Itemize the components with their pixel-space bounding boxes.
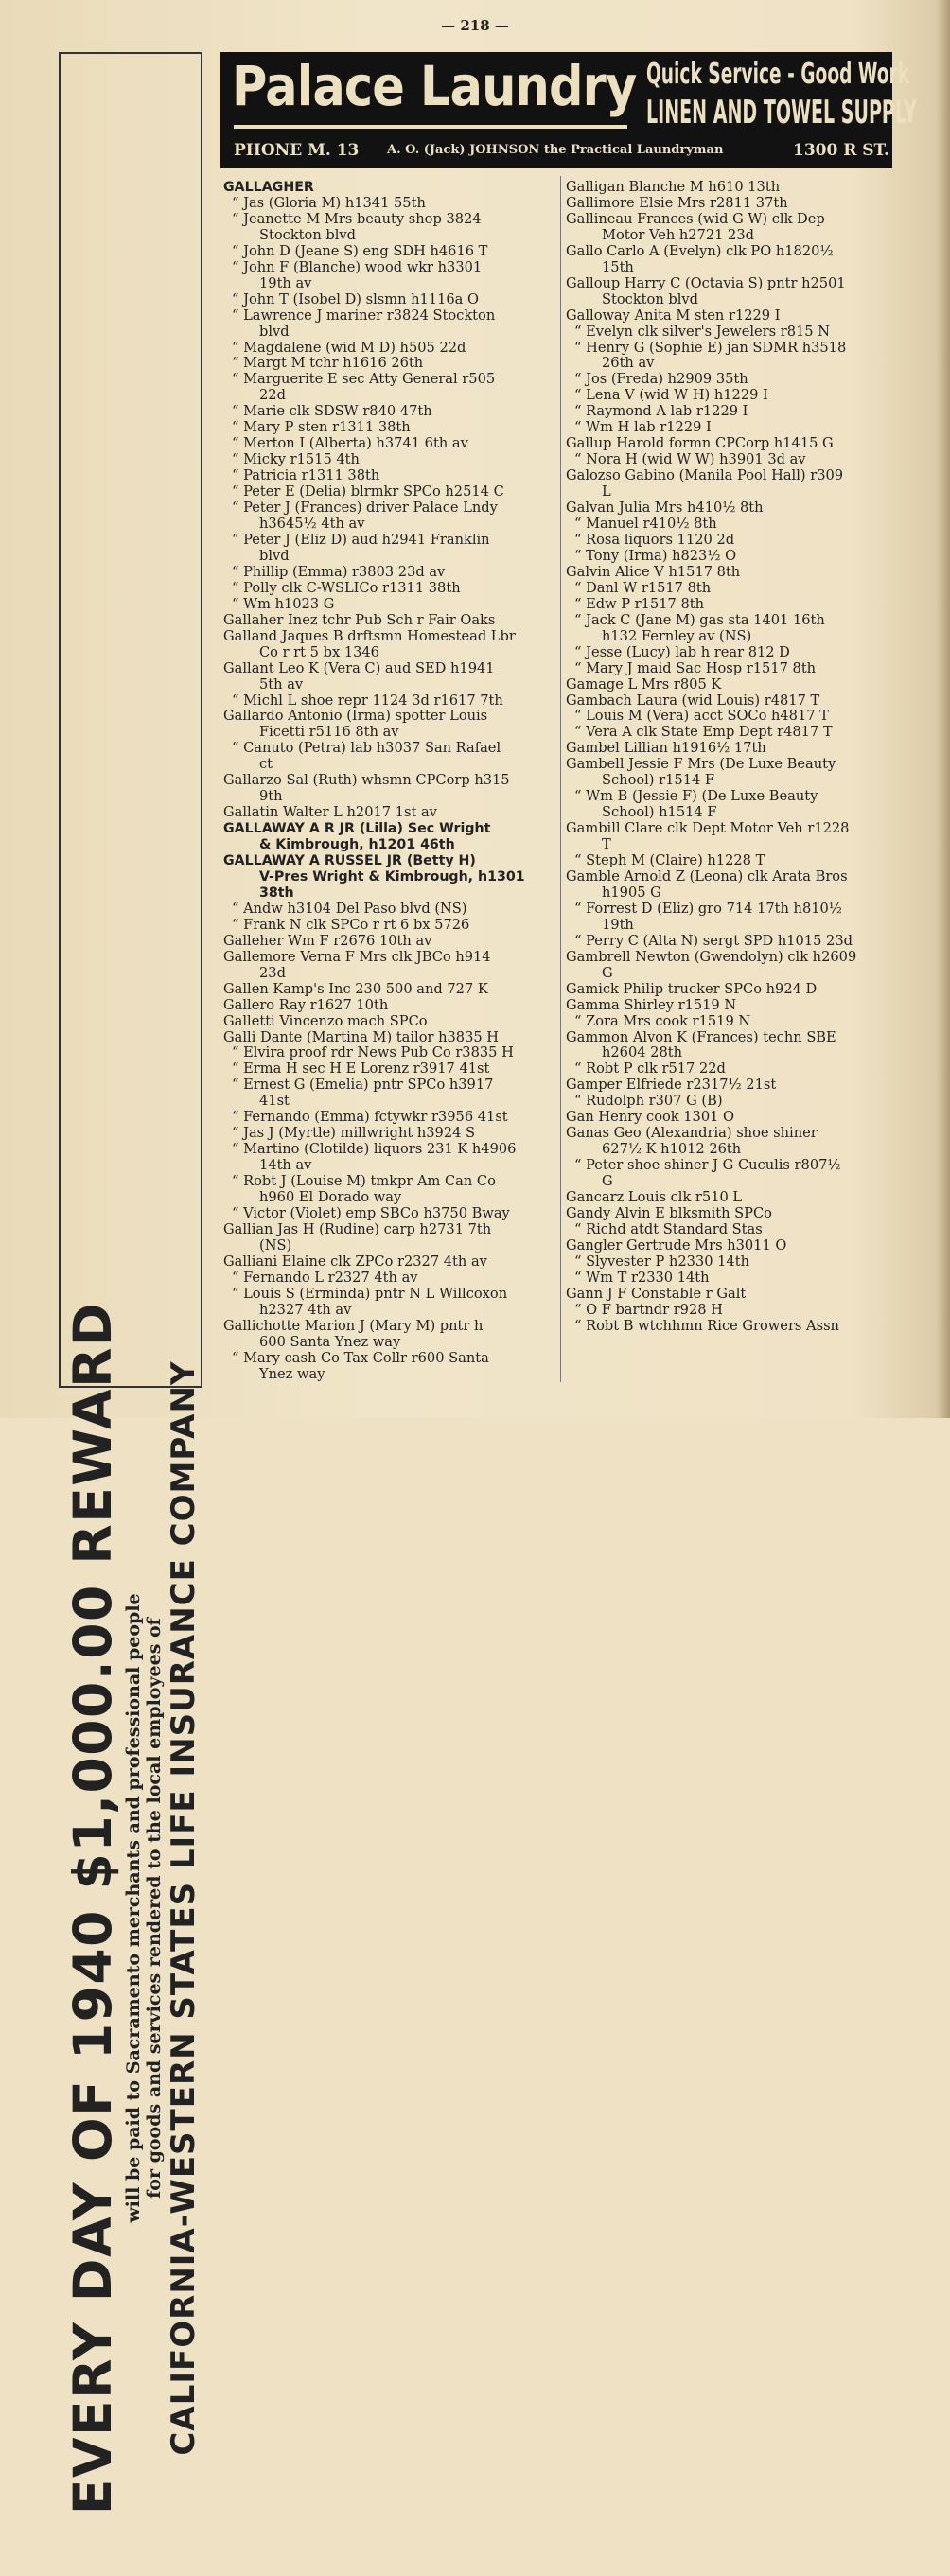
directory-entry: “ Robt P clk r517 22d bbox=[574, 1060, 726, 1078]
directory-entry: “ Rosa liquors 1120 2d bbox=[574, 531, 735, 548]
directory-entry: “ Danl W r1517 8th bbox=[574, 579, 712, 596]
directory-entry: Galleher Wm F r2676 10th av bbox=[223, 932, 432, 949]
directory-entry: Gambell Jessie F Mrs (De Luxe Beauty bbox=[566, 756, 836, 773]
directory-entry: “ Canuto (Petra) lab h3037 San Rafael bbox=[232, 740, 501, 757]
directory-entry: “ Jas (Gloria M) h1341 55th bbox=[232, 194, 426, 211]
directory-entry: “ Ernest G (Emelia) pntr SPCo h3917 bbox=[232, 1077, 494, 1094]
directory-entry: Ynez way bbox=[259, 1365, 325, 1382]
directory-entry: “ Louis S (Erminda) pntr N L Willcoxon bbox=[232, 1285, 508, 1302]
directory-entry: “ Raymond A lab r1229 I bbox=[574, 403, 748, 420]
directory-entry: “ Wm H lab r1229 I bbox=[574, 419, 712, 436]
directory-entry: blvd bbox=[259, 547, 290, 564]
directory-entry: “ Marie clk SDSW r840 47th bbox=[232, 403, 432, 420]
directory-entry: Motor Veh h2721 23d bbox=[602, 226, 754, 243]
directory-entry: Gamick Philip trucker SPCo h924 D bbox=[566, 980, 818, 997]
banner-address: 1300 R ST. bbox=[793, 141, 889, 160]
directory-entry: “ Jos (Freda) h2909 35th bbox=[574, 371, 748, 388]
directory-entry: Gambach Laura (wid Louis) r4817 T bbox=[566, 692, 820, 709]
directory-entry: Gallardo Antonio (Irma) spotter Louis bbox=[223, 708, 488, 725]
directory-entry: G bbox=[602, 1173, 613, 1190]
directory-entry: Gamma Shirley r1519 N bbox=[566, 996, 737, 1013]
directory-entry: Gandy Alvin E blksmith SPCo bbox=[566, 1205, 772, 1221]
directory-entry: 19th bbox=[602, 916, 634, 933]
directory-entry: “ Fernando (Emma) fctywkr r3956 41st bbox=[232, 1109, 508, 1126]
directory-entry: “ Michl L shoe repr 1124 3d r1617 7th bbox=[232, 692, 503, 709]
directory-entry: Galligan Blanche M h610 13th bbox=[566, 179, 781, 195]
directory-entry: “ John F (Blanche) wood wkr h3301 bbox=[232, 258, 483, 275]
directory-entry: Gangler Gertrude Mrs h3011 O bbox=[566, 1236, 787, 1253]
directory-entry: Galloway Anita M sten r1229 I bbox=[566, 307, 781, 324]
directory-entry: Stockton blvd bbox=[259, 226, 356, 243]
directory-entry: “ Peter J (Eliz D) aud h2941 Franklin bbox=[232, 531, 490, 548]
directory-entry: “ John T (Isobel D) slsmn h1116a O bbox=[232, 290, 479, 307]
directory-entry: “ O F bartndr r928 H bbox=[574, 1301, 723, 1318]
directory-entry: T bbox=[602, 836, 611, 853]
reward-line-2: will be paid to Sacramento merchants and professional people bbox=[123, 1593, 144, 2223]
directory-entry: ct bbox=[259, 756, 273, 773]
directory-entry: Galozso Gabino (Manila Pool Hall) r309 bbox=[566, 467, 844, 484]
directory-entry: h132 Fernley av (NS) bbox=[602, 627, 752, 644]
directory-entry: “ Erma H sec H E Lorenz r3917 41st bbox=[232, 1060, 490, 1078]
directory-entry: L bbox=[602, 483, 611, 500]
directory-entry: School) h1514 F bbox=[602, 804, 717, 821]
directory-entry: “ Rudolph r307 G (B) bbox=[574, 1093, 723, 1110]
directory-entry: Galliani Elaine clk ZPCo r2327 4th av bbox=[223, 1253, 487, 1270]
directory-entry: Gann J F Constable r Galt bbox=[566, 1285, 747, 1302]
directory-entry: “ Martino (Clotilde) liquors 231 K h4906 bbox=[232, 1141, 517, 1158]
page-number: — 218 — bbox=[441, 17, 509, 34]
directory-entry: h2327 4th av bbox=[259, 1301, 352, 1318]
directory-entry: Galland Jaques B drftsmn Homestead Lbr bbox=[223, 627, 516, 644]
directory-entry: h2604 28th bbox=[602, 1044, 683, 1061]
directory-entry: “ Steph M (Claire) h1228 T bbox=[574, 852, 765, 869]
banner-brand: Palace Laundry bbox=[232, 54, 637, 118]
directory-entry: 15th bbox=[602, 258, 634, 275]
directory-entry: “ Wm h1023 G bbox=[232, 595, 335, 612]
directory-entry: Gallup Harold formn CPCorp h1415 G bbox=[566, 435, 834, 452]
palace-laundry-banner bbox=[220, 52, 917, 168]
directory-entry: Galloup Harry C (Octavia S) pntr h2501 bbox=[566, 274, 846, 291]
directory-entry: Gamper Elfriede r2317½ 21st bbox=[566, 1077, 777, 1094]
banner-owner: A. O. (Jack) JOHNSON the Practical Laundryman bbox=[387, 143, 724, 157]
directory-entry: “ Jas J (Myrtle) millwright h3924 S bbox=[232, 1125, 476, 1142]
directory-entry: Gamage L Mrs r805 K bbox=[566, 675, 722, 692]
directory-entry: 5th av bbox=[259, 675, 304, 692]
directory-entry: Gamble Arnold Z (Leona) clk Arata Bros bbox=[566, 867, 848, 885]
directory-entry: Gancarz Louis clk r510 L bbox=[566, 1189, 743, 1206]
brand-underline bbox=[234, 125, 627, 129]
directory-entry: Ficetti r5116 8th av bbox=[259, 724, 399, 741]
directory-entry: Gambrell Newton (Gwendolyn) clk h2609 bbox=[566, 948, 857, 965]
directory-entry: “ Mary P sten r1311 38th bbox=[232, 419, 411, 436]
directory-entry: “ Marguerite E sec Atty General r505 bbox=[232, 371, 496, 388]
reward-advertisement-text bbox=[61, 1240, 204, 2576]
insurance-company-name: CALIFORNIA-WESTERN STATES LIFE INSURANCE COMPANY bbox=[165, 1360, 202, 2456]
directory-entry: “ Mary cash Co Tax Collr r600 Santa bbox=[232, 1349, 489, 1366]
directory-entry: “ Nora H (wid W W) h3901 3d av bbox=[574, 451, 806, 468]
directory-entry: Gallimore Elsie Mrs r2811 37th bbox=[566, 194, 788, 211]
directory-entry: “ Margt M tchr h1616 26th bbox=[232, 355, 424, 372]
directory-entry: V-Pres Wright & Kimbrough, h1301 bbox=[259, 868, 525, 885]
directory-entry: h3645½ 4th av bbox=[259, 516, 365, 533]
directory-entry: “ Vera A clk State Emp Dept r4817 T bbox=[574, 724, 833, 741]
directory-entry: “ Henry G (Sophie E) jan SDMR h3518 bbox=[574, 339, 847, 356]
directory-entry: “ Peter shoe shiner J G Cuculis r807½ bbox=[574, 1157, 841, 1174]
directory-entry: “ Lena V (wid W H) h1229 I bbox=[574, 387, 768, 404]
directory-entry: 14th av bbox=[259, 1157, 312, 1174]
directory-entry: “ Edw P r1517 8th bbox=[574, 595, 704, 612]
directory-entry: 627½ K h1012 26th bbox=[602, 1141, 742, 1158]
directory-entry: “ Victor (Violet) emp SBCo h3750 Bway bbox=[232, 1205, 510, 1221]
directory-entry: “ Polly clk C-WSLICo r1311 38th bbox=[232, 579, 461, 596]
banner-tagline-2: LINEN AND TOWEL SUPPLY bbox=[646, 94, 917, 131]
directory-entry: 22d bbox=[259, 387, 286, 404]
directory-entry: Galli Dante (Martina M) tailor h3835 H bbox=[223, 1028, 500, 1045]
directory-entry: “ Robt B wtchhmn Rice Growers Assn bbox=[574, 1317, 839, 1334]
directory-entry: “ Frank N clk SPCo r rt 6 bx 5726 bbox=[232, 916, 470, 933]
directory-entry: G bbox=[602, 964, 613, 981]
directory-entry: Gallo Carlo A (Evelyn) clk PO h1820½ bbox=[566, 242, 834, 259]
directory-entry: Galvin Alice V h1517 8th bbox=[566, 563, 741, 580]
directory-entry: GALLAWAY A R JR (Lilla) Sec Wright bbox=[223, 821, 491, 837]
directory-entry: “ Mary J maid Sac Hosp r1517 8th bbox=[574, 659, 817, 676]
directory-entry: “ Peter J (Frances) driver Palace Lndy bbox=[232, 499, 498, 517]
directory-entry: h1905 G bbox=[602, 884, 661, 901]
directory-entry: Co r rt 5 bx 1346 bbox=[259, 643, 379, 660]
directory-entry: “ Louis M (Vera) acct SOCo h4817 T bbox=[574, 708, 829, 725]
directory-entry: blvd bbox=[259, 323, 290, 340]
directory-entry: School) r1514 F bbox=[602, 772, 715, 789]
directory-entry: Gallen Kamp's Inc 230 500 and 727 K bbox=[223, 980, 488, 997]
directory-entry: “ Evelyn clk silver's Jewelers r815 N bbox=[574, 323, 830, 340]
column-divider bbox=[560, 176, 561, 1382]
directory-entry: Galvan Julia Mrs h410½ 8th bbox=[566, 499, 764, 517]
directory-entry: Gallichotte Marion J (Mary M) pntr h bbox=[223, 1317, 484, 1334]
directory-entry: 38th bbox=[259, 885, 294, 901]
directory-entry: “ John D (Jeane S) eng SDH h4616 T bbox=[232, 242, 488, 259]
directory-entry: “ Slyvester P h2330 14th bbox=[574, 1253, 749, 1270]
directory-entry: “ Manuel r410½ 8th bbox=[574, 516, 717, 533]
directory-entry: 26th av bbox=[602, 355, 655, 372]
reward-line-3: for goods and services rendered to the local employees of bbox=[144, 1618, 165, 2199]
directory-entry: “ Jeanette M Mrs beauty shop 3824 bbox=[232, 210, 482, 227]
directory-entry: Gallatin Walter L h2017 1st av bbox=[223, 804, 437, 821]
directory-entry: “ Magdalene (wid M D) h505 22d bbox=[232, 339, 466, 356]
directory-entry: Gallian Jas H (Rudine) carp h2731 7th bbox=[223, 1220, 492, 1237]
page-edge-shadow bbox=[937, 0, 950, 1418]
directory-entry: Gallant Leo K (Vera C) aud SED h1941 bbox=[223, 659, 495, 676]
directory-entry: Gallero Ray r1627 10th bbox=[223, 996, 389, 1013]
directory-entry: “ Forrest D (Eliz) gro 714 17th h810½ bbox=[574, 900, 842, 917]
directory-entry: “ Tony (Irma) h823½ O bbox=[574, 547, 737, 564]
directory-entry: Gallarzo Sal (Ruth) whsmn CPCorp h315 bbox=[223, 772, 510, 789]
directory-entry: “ Jesse (Lucy) lab h rear 812 D bbox=[574, 643, 790, 660]
directory-entry: Ganas Geo (Alexandria) shoe shiner bbox=[566, 1125, 818, 1142]
directory-entry: “ Wm B (Jessie F) (De Luxe Beauty bbox=[574, 788, 818, 805]
directory-entry: “ Wm T r2330 14th bbox=[574, 1269, 710, 1286]
directory-entry: Gammon Alvon K (Frances) techn SBE bbox=[566, 1028, 836, 1045]
directory-entry: GALLAGHER bbox=[223, 180, 314, 195]
directory-entry: “ Elvira proof rdr News Pub Co r3835 H bbox=[232, 1044, 514, 1061]
reward-advertisement bbox=[59, 52, 202, 2515]
directory-entry: 19th av bbox=[259, 274, 312, 291]
directory-entry: Galletti Vincenzo mach SPCo bbox=[223, 1012, 428, 1029]
directory-entry: “ Jack C (Jane M) gas sta 1401 16th bbox=[574, 611, 825, 628]
directory-entry: “ Peter E (Delia) blrmkr SPCo h2514 C bbox=[232, 483, 504, 500]
directory-entry: (NS) bbox=[259, 1236, 292, 1253]
directory-entry: “ Richd atdt Standard Stas bbox=[574, 1220, 763, 1237]
directory-entry: 23d bbox=[259, 964, 286, 981]
directory-entry: “ Lawrence J mariner r3824 Stockton bbox=[232, 307, 496, 324]
directory-entry: & Kimbrough, h1201 46th bbox=[259, 837, 455, 853]
directory-entry: Gallaher Inez tchr Pub Sch r Fair Oaks bbox=[223, 611, 496, 628]
directory-entry: 600 Santa Ynez way bbox=[259, 1333, 401, 1350]
directory-entry: “ Zora Mrs cook r1519 N bbox=[574, 1012, 751, 1029]
directory-entry: Gallemore Verna F Mrs clk JBCo h914 bbox=[223, 948, 491, 965]
directory-entry: Stockton blvd bbox=[602, 290, 698, 307]
directory-entry: Gambel Lillian h1916½ 17th bbox=[566, 740, 766, 757]
directory-entry: Gallineau Frances (wid G W) clk Dep bbox=[566, 210, 825, 227]
directory-entry: “ Perry C (Alta N) sergt SPD h1015 23d bbox=[574, 932, 853, 949]
directory-entry: “ Robt J (Louise M) tmkpr Am Can Co bbox=[232, 1173, 496, 1190]
directory-entry: “ Andw h3104 Del Paso blvd (NS) bbox=[232, 900, 467, 917]
directory-entry: 9th bbox=[259, 788, 283, 805]
directory-entry: GALLAWAY A RUSSEL JR (Betty H) bbox=[223, 853, 476, 869]
banner-phone: PHONE M. 13 bbox=[234, 141, 360, 160]
directory-entry: Gambill Clare clk Dept Motor Veh r1228 bbox=[566, 820, 850, 837]
reward-headline: EVERY DAY OF 1940 $1,000.00 REWARD bbox=[62, 1301, 123, 2515]
banner-tagline-1: Quick Service - Good Work bbox=[646, 58, 910, 91]
directory-column-left bbox=[223, 180, 556, 1382]
directory-entry: Gan Henry cook 1301 O bbox=[566, 1109, 734, 1126]
directory-entry: “ Phillip (Emma) r3803 23d av bbox=[232, 563, 446, 580]
directory-column-right bbox=[566, 180, 906, 1335]
directory-entry: h960 El Dorado way bbox=[259, 1189, 402, 1206]
directory-entry: 41st bbox=[259, 1093, 290, 1110]
directory-entry: “ Merton I (Alberta) h3741 6th av bbox=[232, 435, 468, 452]
directory-entry: “ Patricia r1311 38th bbox=[232, 467, 380, 484]
directory-entry: “ Micky r1515 4th bbox=[232, 451, 360, 468]
directory-entry: “ Fernando L r2327 4th av bbox=[232, 1269, 418, 1286]
